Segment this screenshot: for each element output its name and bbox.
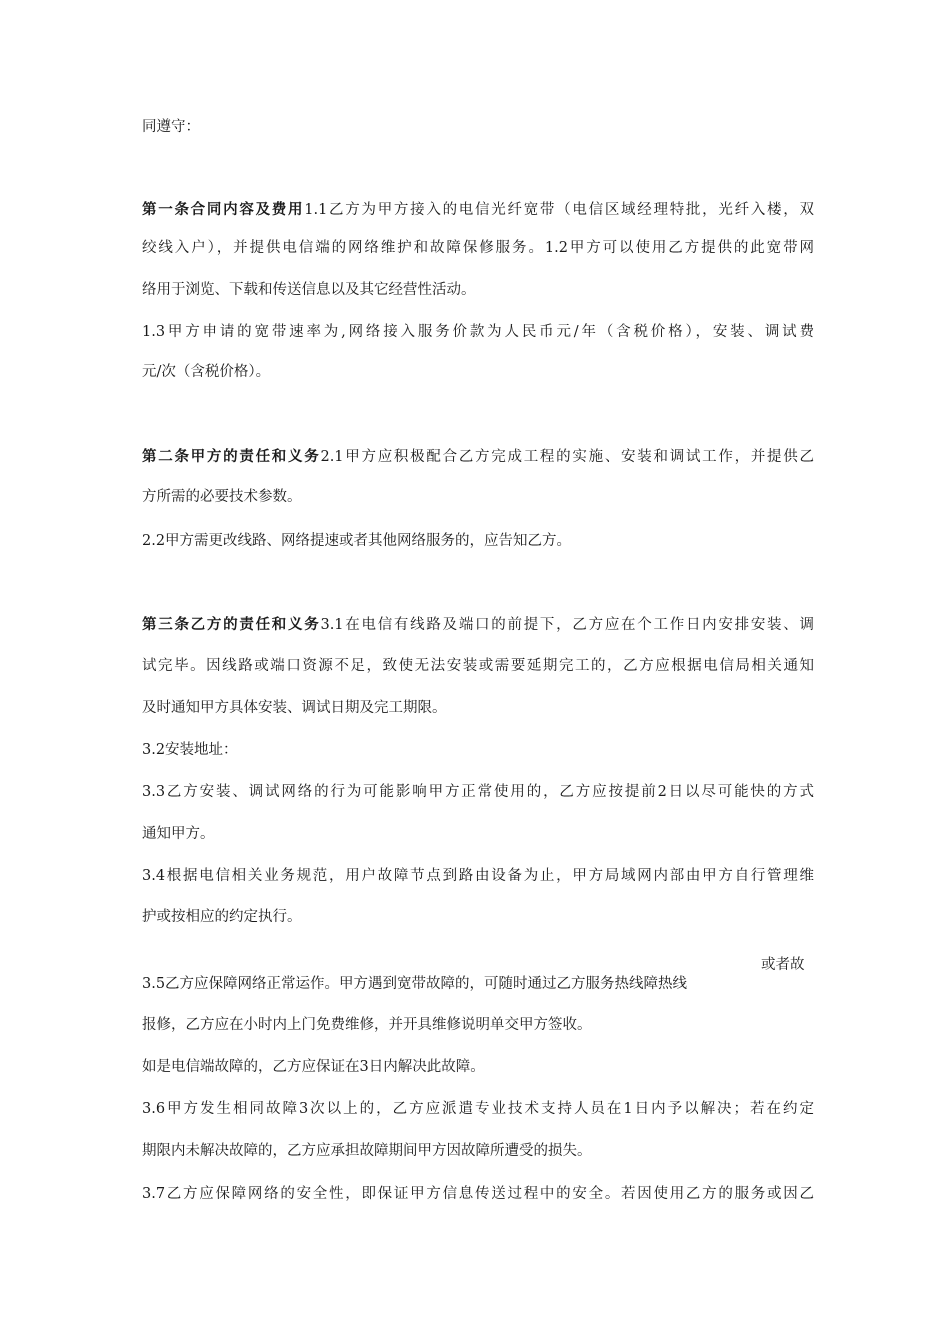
section-1-line-3: 络用于浏览、下载和传送信息以及其它经营性活动。 [142, 282, 476, 298]
section-3-line-10: 报修，乙方应在小时内上门免费维修，并开具维修说明单交甲方签收。 [142, 1017, 592, 1033]
section-3-line-5: 3.3乙方安装、调试网络的行为可能影响甲方正常使用的，乙方应按提前2日以尽可能快的方式 [142, 784, 814, 800]
section-3-line-12: 3.6甲方发生相同故障3次以上的，乙方应派遣专业技术支持人员在1日内予以解决；若在约定 [142, 1101, 814, 1117]
section-3-line-14: 3.7乙方应保障网络的安全性，即保证甲方信息传送过程中的安全。若因使用乙方的服务或因乙 [142, 1186, 814, 1202]
section-3-line-9: 3.5乙方应保障网络正常运作。甲方遇到宽带故障的，可随时通过乙方服务热线障热线 [142, 976, 688, 992]
section-3-line-7: 3.4根据电信相关业务规范，用户故障节点到路由设备为止，甲方局域网内部由甲方自行管理维 [142, 868, 814, 884]
section-3-line-11: 如是电信端故障的，乙方应保证在3日内解决此故障。 [142, 1059, 485, 1075]
section-1-text-1: 1.1乙方为甲方接入的电信光纤宽带（电信区域经理特批，光纤入楼，双 [304, 202, 814, 218]
section-3-line-4: 3.2安装地址： [142, 742, 238, 758]
section-2-text-1: 2.1甲方应积极配合乙方完成工程的实施、安装和调试工作，并提供乙 [320, 449, 815, 465]
section-3-text-1: 3.1在电信有线路及端口的前提下，乙方应在个工作日内安排安装、调 [320, 617, 815, 633]
section-2-line-1 [142, 447, 814, 467]
section-3-line-6: 通知甲方。 [142, 826, 215, 842]
section-1-line-4: 1.3甲方申请的宽带速率为,网络接入服务价款为人民币元/年（含税价格），安装、调试费 [142, 324, 814, 340]
section-3-line-13: 期限内未解决故障的，乙方应承担故障期间甲方因故障所遭受的损失。 [142, 1143, 592, 1159]
section-3-line-9-overflow: 或者故 [761, 957, 805, 973]
section-2-line-2: 方所需的必要技术参数。 [142, 489, 302, 505]
section-1-line-1 [142, 200, 814, 220]
section-1-line-5: 元/次（含税价格）。 [142, 364, 271, 380]
section-2-line-3: 2.2甲方需更改线路、网络提速或者其他网络服务的，应告知乙方。 [142, 533, 572, 549]
section-3-line-8: 护或按相应的约定执行。 [142, 909, 302, 925]
section-3-line-2: 试完毕。因线路或端口资源不足，致使无法安装或需要延期完工的，乙方应根据电信局相关通知 [142, 658, 814, 674]
section-3-heading: 第三条乙方的责任和义务 [142, 616, 321, 633]
section-2-heading: 第二条甲方的责任和义务 [142, 448, 321, 465]
section-1-line-2: 绞线入户），并提供电信端的网络维护和故障保修服务。1.2甲方可以使用乙方提供的此宽带网 [142, 240, 814, 256]
section-1-heading: 第一条合同内容及费用 [142, 201, 305, 218]
intro-line: 同遵守： [142, 119, 200, 135]
section-3-line-1 [142, 615, 814, 635]
section-3-line-3: 及时通知甲方具体安装、调试日期及完工期限。 [142, 700, 447, 716]
